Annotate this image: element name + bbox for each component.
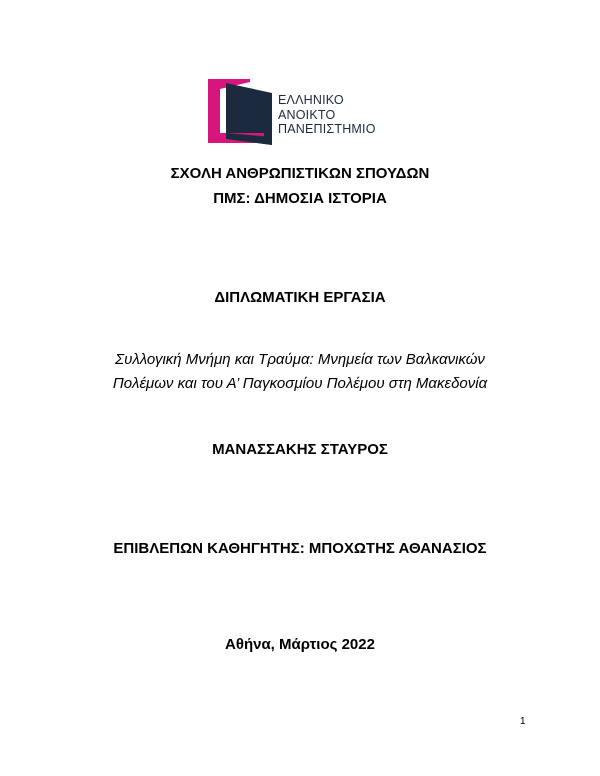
document-type: ΔΙΠΛΩΜΑΤΙΚΗ ΕΡΓΑΣΙΑ — [214, 289, 386, 306]
page-number: 1 — [520, 716, 526, 727]
thesis-title-line-2: Πολέμων και του Α’ Παγκοσμίου Πολέμου στη Μακεδονία — [112, 375, 488, 392]
university-name-line: ΠΑΝΕΠΙΣΤΗΜΙΟ — [278, 122, 376, 136]
university-logo — [206, 77, 386, 147]
university-name-line: ΕΛΛΗΝΙΚΟ — [278, 93, 344, 107]
thesis-title-line-1: Συλλογική Μνήμη και Τραύμα: Μνημεία των Βαλκανικών — [115, 351, 485, 368]
university-name — [278, 93, 376, 137]
university-logo-icon — [206, 77, 272, 147]
university-name-line: ΑΝΟΙΚΤΟ — [278, 107, 336, 122]
program-name: ΠΜΣ: ΔΗΜΟΣΙΑ ΙΣΤΟΡΙΑ — [213, 190, 387, 207]
supervisor: ΕΠΙΒΛΕΠΩΝ ΚΑΘΗΓΗΤΗΣ: ΜΠΟΧΩΤΗΣ ΑΘΑΝΑΣΙΟΣ — [113, 540, 487, 557]
place-date: Αθήνα, Μάρτιος 2022 — [225, 636, 375, 653]
school-name: ΣΧΟΛΗ ΑΝΘΡΩΠΙΣΤΙΚΩΝ ΣΠΟΥΔΩΝ — [170, 165, 430, 182]
author-name: ΜΑΝΑΣΣΑΚΗΣ ΣΤΑΥΡΟΣ — [212, 441, 388, 458]
